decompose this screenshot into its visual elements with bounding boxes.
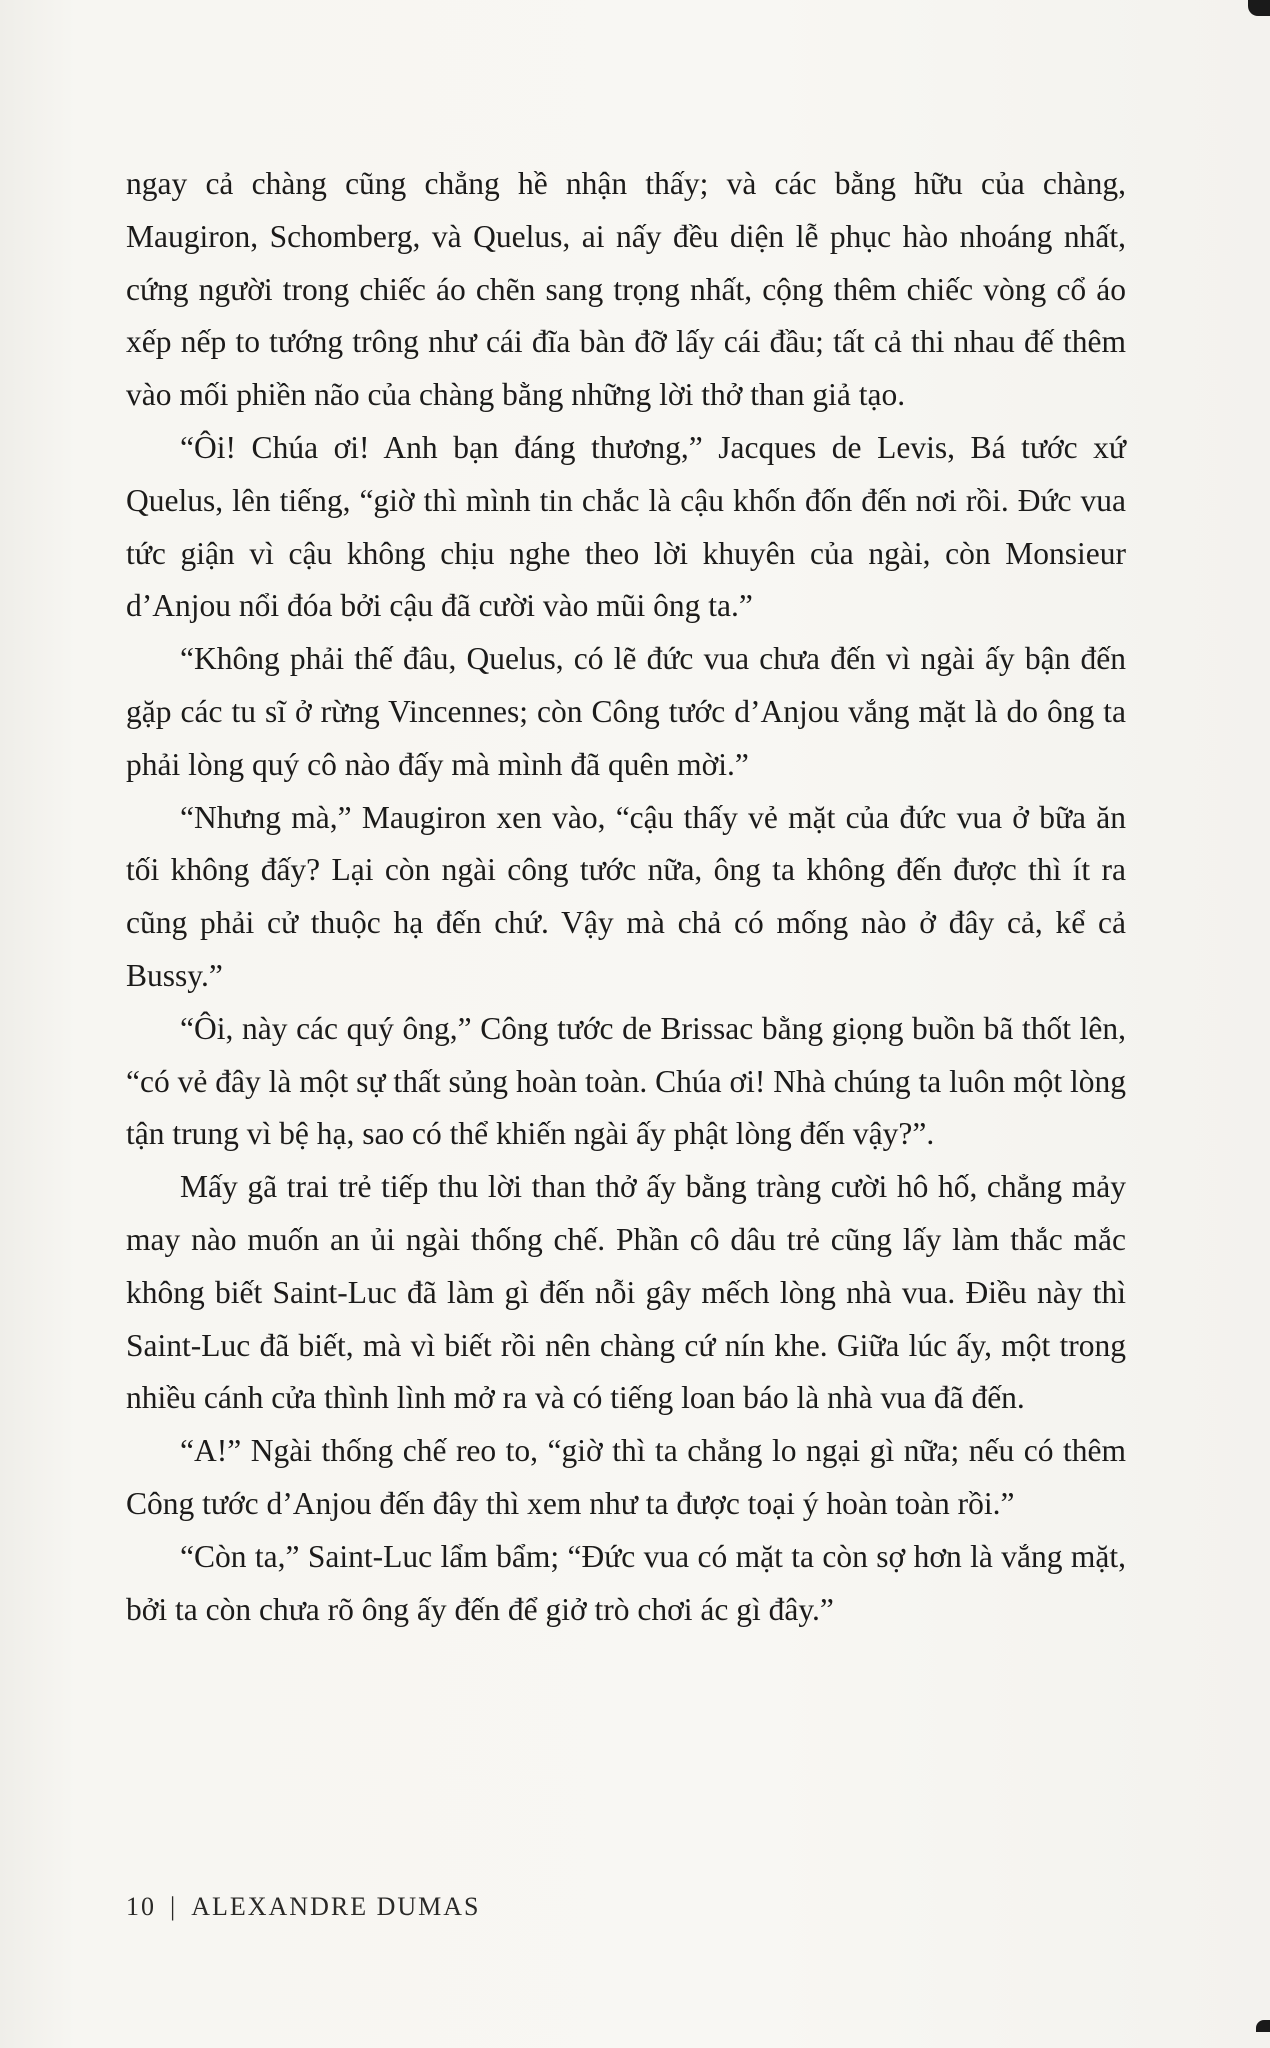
paragraph: “Ôi, này các quý ông,” Công tước de Brissac bằng giọng buồn bã thốt lên, “có vẻ đây là một sự thất sủng hoàn toàn. Chúa ơi! Nhà chúng ta luôn một lòng tận trung vì bệ hạ, sao có thể khiến ngài ấy phật lòng đến vậy?”. xyxy=(126,1010,1126,1152)
page-edge-mark xyxy=(1256,2020,1270,2032)
paragraph: “Ôi! Chúa ơi! Anh bạn đáng thương,” Jacques de Levis, Bá tước xứ Quelus, lên tiếng, “giờ thì mình tin chắc là cậu khốn đốn đến nơi rồi. Đức vua tức giận vì cậu không chịu nghe theo lời khuyên của ngài, còn Monsieur d’Anjou nổi đóa bởi cậu đã cười vào mũi ông ta.” xyxy=(126,429,1126,624)
paragraph: “Nhưng mà,” Maugiron xen vào, “cậu thấy vẻ mặt của đức vua ở bữa ăn tối không đấy? Lại còn ngài công tước nữa, ông ta không đến được thì ít ra cũng phải cử thuộc hạ đến chứ. Vậy mà chả có mống nào ở đây cả, kể cả Bussy.” xyxy=(126,799,1126,993)
paragraph-continuation: ngay cả chàng cũng chẳng hề nhận thấy; và các bằng hữu của chàng, Maugiron, Schomberg, và Quelus, ai nấy đều diện lễ phục hào nhoáng nhất, cứng người trong chiếc áo chẽn sang trọng nhất, cộng thêm chiếc vòng cổ áo xếp nếp to tướng trông như cái đĩa bàn đỡ lấy cái đầu; tất cả thi nhau đế thêm vào mối phiền não của chàng bằng những lời thở than giả tạo. xyxy=(126,166,1126,413)
paragraph: Mấy gã trai trẻ tiếp thu lời than thở ấy bằng tràng cười hô hố, chẳng mảy may nào muốn an ủi ngài thống chế. Phần cô dâu trẻ cũng lấy làm thắc mắc không biết Saint-Luc đã làm gì đến nỗi gây mếch lòng nhà vua. Điều này thì Saint-Luc đã biết, mà vì biết rồi nên chàng cứ nín khe. Giữa lúc ấy, một trong nhiều cánh cửa thình lình mở ra và có tiếng loan báo là nhà vua đã đến. xyxy=(126,1169,1126,1416)
page-edge-mark xyxy=(1248,0,1270,16)
paragraph: “A!” Ngài thống chế reo to, “giờ thì ta chẳng lo ngại gì nữa; nếu có thêm Công tước d’Anjou đến đây thì xem như ta được toại ý hoàn toàn rồi.” xyxy=(126,1433,1126,1521)
body-text xyxy=(126,158,1126,1636)
page-footer xyxy=(126,1892,481,1922)
author-name: ALEXANDRE DUMAS xyxy=(191,1892,481,1921)
paragraph: “Không phải thế đâu, Quelus, có lẽ đức vua chưa đến vì ngài ấy bận đến gặp các tu sĩ ở rừng Vincennes; còn Công tước d’Anjou vắng mặt là do ông ta phải lòng quý cô nào đấy mà mình đã quên mời.” xyxy=(126,641,1126,782)
paragraph: “Còn ta,” Saint-Luc lẩm bẩm; “Đức vua có mặt ta còn sợ hơn là vắng mặt, bởi ta còn chưa rõ ông ấy đến để giở trò chơi ác gì đây.” xyxy=(126,1538,1126,1627)
page-number: 10 xyxy=(126,1892,156,1921)
footer-separator: | xyxy=(170,1892,178,1921)
